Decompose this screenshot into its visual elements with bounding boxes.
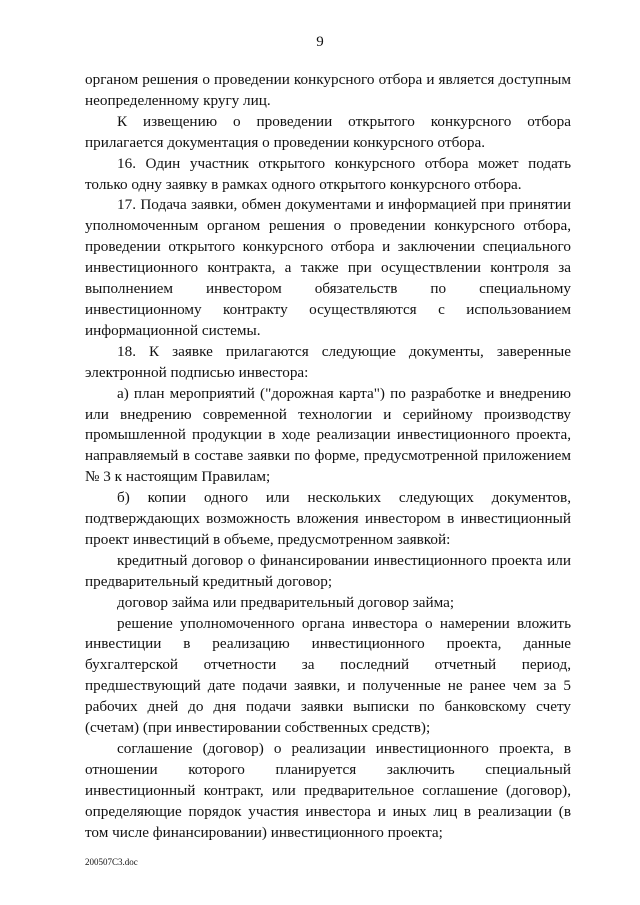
paragraph-16: 16. Один участник открытого конкурсного отбора может подать только одну заявку в рамках одного открытого конкурсного отбора. [85, 154, 571, 193]
paragraph-18-a: а) план мероприятий ("дорожная карта") по разработке и внедрению или внедрению современной технологии и серийному производству промышленной продукции в ходе реализации инвестиционного проекта, направляемый в составе заявки по форме, предусмотренной приложением № 3 к настоящим Правилам; [85, 384, 571, 486]
paragraph-continuation: органом решения о проведении конкурсного отбора и является доступным неопределенному кругу лиц. [85, 71, 571, 109]
document-footer: 200507C3.doc [85, 857, 138, 867]
paragraph-18: 18. К заявке прилагаются следующие документы, заверенные электронной подписью инвестора: [85, 342, 571, 381]
list-item-investor-decision: решение уполномоченного органа инвестора о намерении вложить инвестиции в реализацию инвестиционного проекта, данные бухгалтерской отчетности за последний отчетный период, предшествующий дате подачи заявки, и полученные не ранее чем за 5 рабочих дней до дня подачи заявки выписки по банковскому счету (счетам) (при инвестировании собственных средств); [85, 614, 571, 737]
document-body [85, 70, 571, 844]
paragraph-notice-documentation: К извещению о проведении открытого конкурсного отбора прилагается документация о проведении конкурсного отбора. [85, 112, 571, 151]
paragraph-18-b: б) копии одного или нескольких следующих документов, подтверждающих возможность вложения инвестором в инвестиционный проект инвестиций в объеме, предусмотренном заявкой: [85, 489, 571, 548]
list-item-loan-agreement: договор займа или предварительный договор займа; [117, 593, 455, 611]
list-item-credit-agreement: кредитный договор о финансировании инвестиционного проекта или предварительный кредитный договор; [85, 551, 571, 590]
page-number: 9 [316, 34, 324, 50]
list-item-project-agreement: соглашение (договор) о реализации инвестиционного проекта, в отношении которого планируется заключить специальный инвестиционный контракт, или предварительное соглашение (договор), определяющие порядок участия инвестора и иных лиц в реализации (в том числе финансировании) инвестиционного проекта; [85, 740, 571, 841]
paragraph-17: 17. Подача заявки, обмен документами и информацией при принятии уполномоченным органом решения о проведении конкурсного отбора, проведении открытого конкурсного отбора и заключении специального инвестиционного контракта, а также при осуществлении контроля за выполнением инвестором обязательств по специальному инвестиционному контракту осуществляются с использованием информационной системы. [85, 196, 571, 339]
